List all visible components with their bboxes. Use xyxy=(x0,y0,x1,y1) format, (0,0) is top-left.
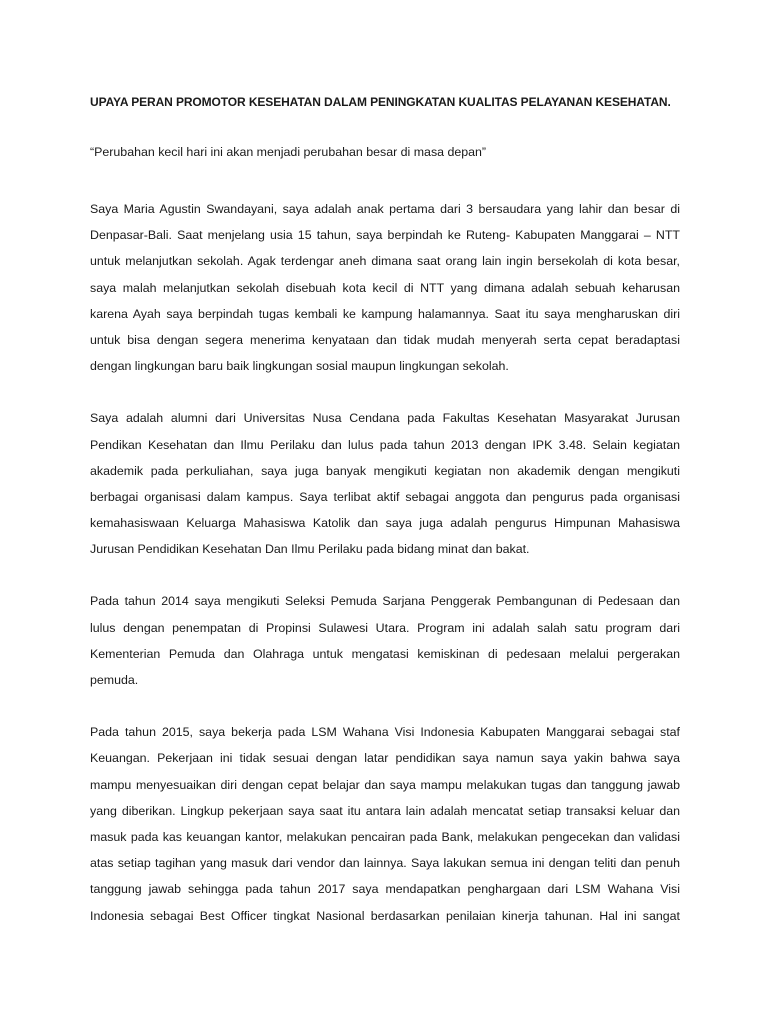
body-paragraph xyxy=(90,588,680,693)
paragraph-line: karena Ayah saya berpindah tugas kembali ke kampung halamannya. Saat itu saya mengharuskan diri xyxy=(90,306,680,321)
paragraphs-container xyxy=(90,196,680,929)
paragraph-line: Indonesia sebagai Best Officer tingkat Nasional berdasarkan penilaian kinerja tahunan. Hal ini sangat xyxy=(90,908,680,923)
paragraph-line: akademik pada perkuliahan, saya juga banyak mengikuti kegiatan non akademik dengan mengikuti xyxy=(90,463,680,478)
paragraph-line: Jurusan Pendidikan Kesehatan Dan Ilmu Perilaku pada bidang minat dan bakat. xyxy=(90,542,530,557)
paragraph-line: dengan lingkungan baru baik lingkungan sosial maupun lingkungan sekolah. xyxy=(90,359,509,374)
paragraph-line: Pendikan Kesehatan dan Ilmu Perilaku dan lulus pada tahun 2013 dengan IPK 3.48. Selain kegiatan xyxy=(90,437,680,452)
paragraph-line: Saya Maria Agustin Swandayani, saya adalah anak pertama dari 3 bersaudara yang lahir dan besar di xyxy=(90,202,680,216)
paragraph-line: Denpasar-Bali. Saat menjelang usia 15 tahun, saya berpindah ke Ruteng- Kabupaten Manggarai – NTT xyxy=(90,228,680,243)
paragraph-spacer xyxy=(90,562,680,588)
paragraph-line: Pada tahun 2015, saya bekerja pada LSM Wahana Visi Indonesia Kabupaten Manggarai sebagai staf xyxy=(90,725,680,740)
paragraph-line: yang diberikan. Lingkup pekerjaan saya saat itu antara lain adalah mencatat setiap transaksi keluar dan xyxy=(90,803,680,818)
paragraph-line: masuk pada kas keuangan kantor, melakukan pencairan pada Bank, melakukan pengecekan dan validasi xyxy=(90,829,680,844)
opening-quote: “Perubahan kecil hari ini akan menjadi perubahan besar di masa depan” xyxy=(90,145,487,159)
paragraph-line: Keuangan. Pekerjaan ini tidak sesuai dengan latar pendidikan saya namun saya yakin bahwa saya xyxy=(90,751,680,766)
paragraph-spacer xyxy=(90,693,680,719)
paragraph-line: lulus dengan penempatan di Propinsi Sulawesi Utara. Program ini adalah salah satu program dari xyxy=(90,620,680,635)
body-paragraph xyxy=(90,719,680,929)
paragraph-line: untuk melanjutkan sekolah. Agak terdengar aneh dimana saat orang lain ingin bersekolah di kota besar, xyxy=(90,254,680,269)
paragraph-line: atas setiap tagihan yang masuk dari vendor dan lainnya. Saya lakukan semua ini dengan teliti dan penuh xyxy=(90,856,680,871)
paragraph-line: untuk bisa dengan segera menerima kenyataan dan tidak mudah menyerah serta cepat beradaptasi xyxy=(90,332,680,347)
paragraph-line: mampu menyesuaikan diri dengan cepat belajar dan saya mampu melakukan tugas dan tanggung jawab xyxy=(90,777,680,792)
paragraph-line: Pada tahun 2014 saya mengikuti Seleksi Pemuda Sarjana Penggerak Pembangunan di Pedesaan dan xyxy=(90,594,680,609)
paragraph-line: pemuda. xyxy=(90,673,139,687)
paragraph-spacer xyxy=(90,379,680,405)
paragraph-line: saya malah melanjutkan sekolah disebuah kota kecil di NTT yang dimana adalah sebuah keharusan xyxy=(90,280,680,295)
body-paragraph xyxy=(90,196,680,379)
document-body xyxy=(90,92,680,929)
paragraph-line: Kementerian Pemuda dan Olahraga untuk mengatasi kemiskinan di pedesaan melalui pergerakan xyxy=(90,646,680,661)
paragraph-line: Saya adalah alumni dari Universitas Nusa Cendana pada Fakultas Kesehatan Masyarakat Jurusan xyxy=(90,411,680,426)
paragraph-line: tanggung jawab sehingga pada tahun 2017 saya mendapatkan penghargaan dari LSM Wahana Visi xyxy=(90,882,680,897)
body-paragraph xyxy=(90,405,680,562)
paragraph-line: kemahasiswaan Keluarga Mahasiswa Katolik dan saya juga adalah pengurus Himpunan Mahasiswa xyxy=(90,516,680,531)
document-title: UPAYA PERAN PROMOTOR KESEHATAN DALAM PENINGKATAN KUALITAS PELAYANAN KESEHATAN. xyxy=(90,95,671,109)
paragraph-line: berbagai organisasi dalam kampus. Saya terlibat aktif sebagai anggota dan pengurus pada organisasi xyxy=(90,489,680,504)
